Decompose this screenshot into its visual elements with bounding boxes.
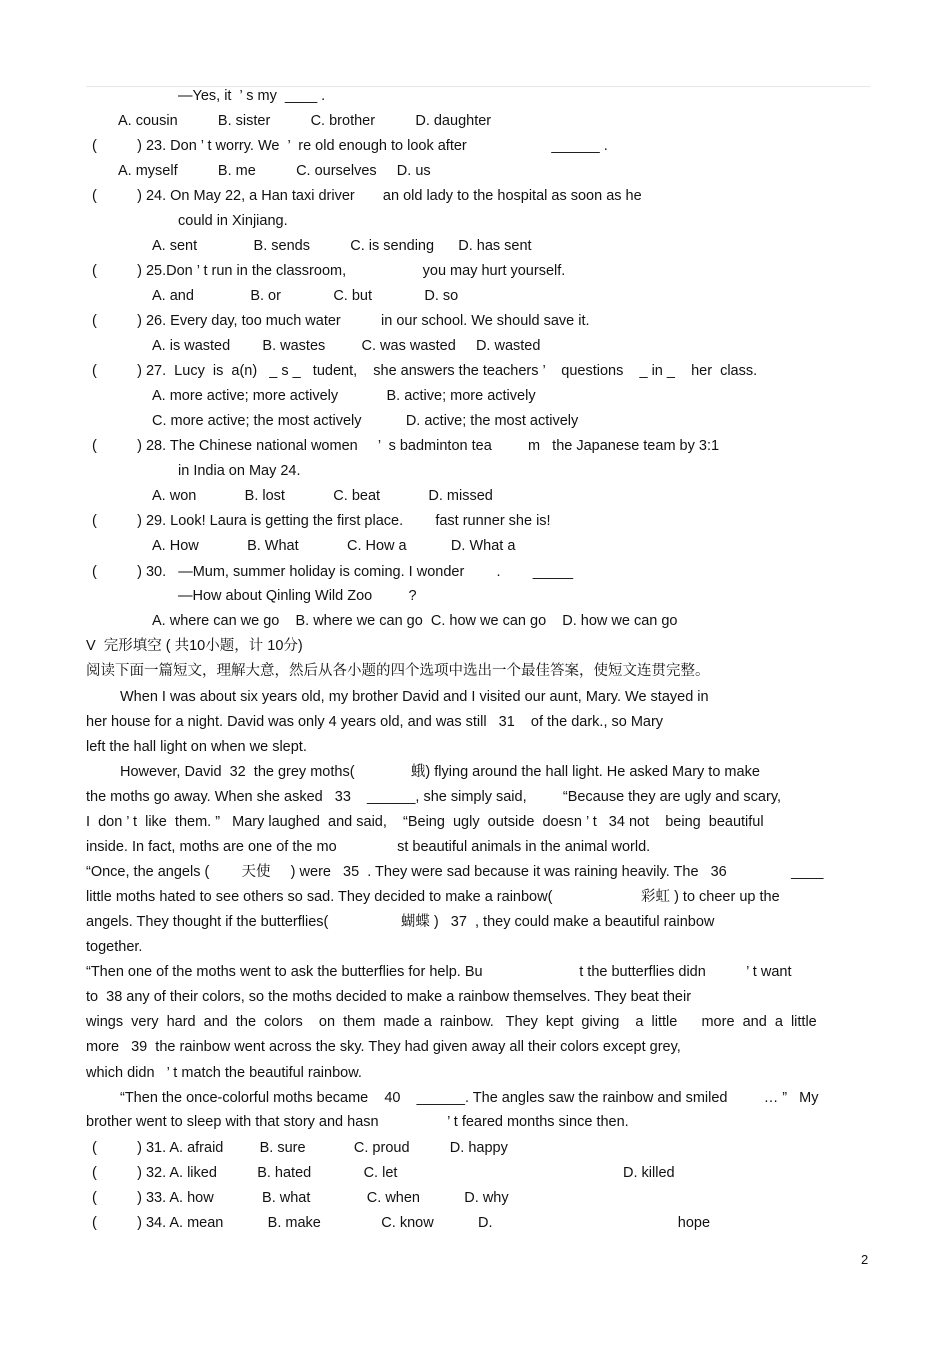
text-line: A. cousin B. sister C. brother D. daughter	[118, 113, 492, 129]
passage-line: However, David 32 the grey moths( 蛾) flying around the hall light. He asked Mary to make	[120, 764, 760, 780]
text-line: A. won B. lost C. beat D. missed	[152, 488, 493, 504]
passage-line: her house for a night. David was only 4 years old, and was still 31 of the dark., so Mary	[86, 714, 664, 730]
passage-line: to 38 any of their colors, so the moths decided to make a rainbow themselves. They beat their	[86, 989, 692, 1005]
text-line: A. where can we go B. where we can go C. how we can go D. how we can go	[152, 613, 678, 629]
text-line: A. and B. or C. but D. so	[152, 288, 459, 304]
question-30: ( ) 30. —Mum, summer holiday is coming. I wonder . _____	[92, 564, 574, 580]
text-line: could in Xinjiang.	[178, 213, 288, 229]
text-line: A. more active; more actively B. active; more actively	[152, 388, 536, 404]
passage-line: angels. They thought if the butterflies( 蝴蝶 ) 37 , they could make a beautiful rainbow	[86, 914, 715, 930]
passage-line: together.	[86, 939, 143, 955]
passage-line: more 39 the rainbow went across the sky. They had given away all their colors except grey,	[86, 1039, 681, 1055]
passage-line: which didn ’ t match the beautiful rainbow.	[86, 1065, 362, 1081]
passage-line: brother went to sleep with that story and hasn ’ t feared months since then.	[86, 1114, 629, 1130]
passage-line: wings very hard and the colors on them made a rainbow. They kept giving a little more and a little	[86, 1014, 817, 1030]
text-line: —Yes, it ’ s my ____ .	[178, 88, 326, 104]
passage-line: I don ’ t like them. ” Mary laughed and said, “Being ugly outside doesn ’ t 34 not being beautiful	[86, 814, 764, 830]
passage-line: little moths hated to see others so sad. They decided to make a rainbow( 彩虹 ) to cheer up the	[86, 889, 780, 905]
text-line: A. is wasted B. wastes C. was wasted D. wasted	[152, 338, 541, 354]
question-34: ( ) 34. A. mean B. make C. know D. hope	[92, 1215, 711, 1231]
question-25: ( ) 25.Don ’ t run in the classroom, you may hurt yourself.	[92, 263, 566, 279]
question-28: ( ) 28. The Chinese national women ’ s badminton tea m the Japanese team by 3:1	[92, 438, 720, 454]
question-27: ( ) 27. Lucy is a(n) _ s _ tudent, she answers the teachers ’ questions _ in _ her class.	[92, 363, 758, 379]
passage-line: “Then the once-colorful moths became 40 ______. The angles saw the rainbow and smiled … ” My	[120, 1090, 819, 1106]
question-32: ( ) 32. A. liked B. hated C. let D. killed	[92, 1165, 675, 1181]
text-line: A. How B. What C. How a D. What a	[152, 538, 516, 554]
section-heading: V 完形填空 ( 共10小题，计 10分)	[86, 638, 303, 654]
passage-line: left the hall light on when we slept.	[86, 739, 307, 755]
passage-line: “Then one of the moths went to ask the butterflies for help. Bu t the butterflies didn ’ t want	[86, 964, 792, 980]
passage-line: the moths go away. When she asked 33 ______, she simply said, “Because they are ugly and scary,	[86, 789, 782, 805]
text-line: A. sent B. sends C. is sending D. has sent	[152, 238, 532, 254]
passage-line: inside. In fact, moths are one of the mo st beautiful animals in the animal world.	[86, 839, 651, 855]
passage-line: “Once, the angels ( 天使 ) were 35 . They were sad because it was raining heavily. The 36 ____	[86, 864, 824, 880]
question-26: ( ) 26. Every day, too much water in our school. We should save it.	[92, 313, 590, 329]
question-33: ( ) 33. A. how B. what C. when D. why	[92, 1190, 509, 1206]
question-31: ( ) 31. A. afraid B. sure C. proud D. happy	[92, 1140, 508, 1156]
page-number: 2	[861, 1252, 869, 1267]
question-24: ( ) 24. On May 22, a Han taxi driver an old lady to the hospital as soon as he	[92, 188, 642, 204]
passage-line: When I was about six years old, my brother David and I visited our aunt, Mary. We stayed in	[120, 689, 709, 705]
text-line: C. more active; the most actively D. active; the most actively	[152, 413, 579, 429]
section-instructions: 阅读下面一篇短文，理解大意，然后从各小题的四个选项中选出一个最佳答案，使短文连贯完整。	[86, 663, 710, 679]
text-line: in India on May 24.	[178, 463, 301, 479]
question-29: ( ) 29. Look! Laura is getting the first place. fast runner she is!	[92, 513, 551, 529]
text-line: —How about Qinling Wild Zoo ?	[178, 588, 417, 604]
question-23: ( ) 23. Don ’ t worry. We ’ re old enough to look after ______ .	[92, 138, 608, 154]
text-line: A. myself B. me C. ourselves D. us	[118, 163, 431, 179]
